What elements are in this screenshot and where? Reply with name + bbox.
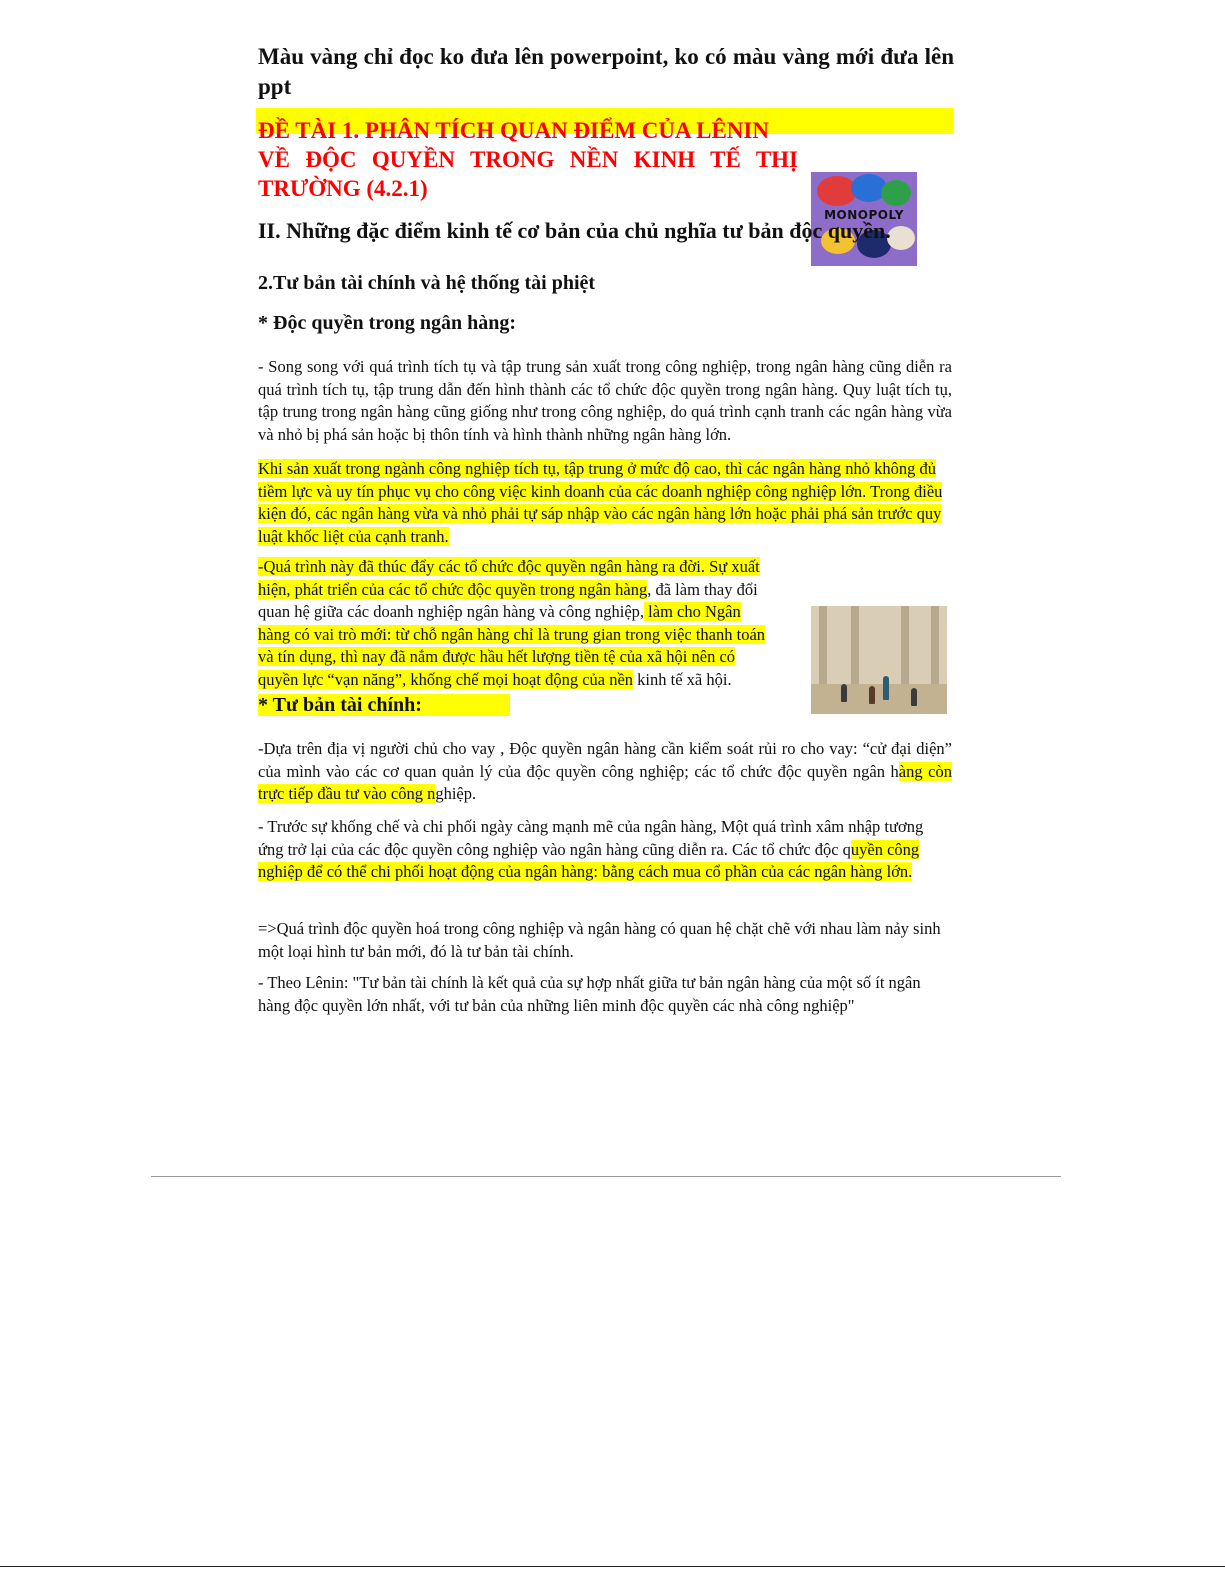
paragraph-4 bbox=[258, 738, 952, 806]
bank-hall-illustration bbox=[811, 606, 947, 714]
bottom-border bbox=[0, 1566, 1225, 1567]
paragraph-2-highlighted bbox=[258, 458, 948, 548]
paragraph-7: - Theo Lênin: "Tư bản tài chính là kết quả của sự hợp nhất giữa tư bản ngân hàng của một số ít ngân hàng độc quyền lớn nhất, với tư bản của những liên minh độc quyền các nhà công nghiệp" bbox=[258, 973, 921, 1015]
monopoly-blob bbox=[887, 226, 915, 250]
p5-highlight-b: uyền công nghiệp để có thể chi phối hoạt động của ngân hàng: bằng cách mua cổ phần của các ngân hàng lớn. bbox=[258, 839, 920, 881]
p3-highlight-c: làm cho Ngân hàng có vai trò mới: từ chỗ ngân hàng chỉ là trung gian trong việc thanh toán và tín dụng, thì nay đã nắm được hầu hết lượng tiền tệ của xã hội nên có quyền lực “vạn năng”, khống chế mọi hoạt động của nền bbox=[258, 602, 766, 689]
page-divider bbox=[151, 1176, 1061, 1177]
p3-plain-b: , đã làm thay đổi quan hệ giữa các doanh nghiệp ngân hàng và công nghiệp, bbox=[258, 579, 758, 621]
subsection-heading: 2.Tư bản tài chính và hệ thống tài phiệt bbox=[258, 272, 596, 294]
p3-plain-d: kinh tế xã hội. bbox=[633, 669, 732, 689]
p4-highlight-b: àng còn trực tiếp đầu tư vào công n bbox=[258, 761, 952, 803]
bank-figure bbox=[911, 688, 917, 706]
p5-plain-a: - Trước sự khống chế và chi phối ngày càng mạnh mẽ của ngân hàng, Một quá trình xâm nhập tương ứng trở lại của các độc quyền công nghiệp vào ngân hàng cũng diễn ra. Các tổ chức độc q bbox=[258, 817, 924, 859]
section-heading: II. Những đặc điểm kinh tế cơ bản của chủ nghĩa tư bản độc quyền. bbox=[258, 218, 891, 243]
bank-monopoly-heading: * Độc quyền trong ngân hàng: bbox=[258, 312, 517, 334]
paragraph-3 bbox=[258, 556, 774, 691]
monopoly-label: MONOPOLY bbox=[824, 208, 904, 222]
instruction-note: Màu vàng chỉ đọc ko đưa lên powerpoint, ko có màu vàng mới đưa lên ppt bbox=[258, 44, 954, 99]
paragraph-5 bbox=[258, 816, 946, 884]
p4-plain-a: -Dựa trên địa vị người chủ cho vay , Độc quyền ngân hàng cần kiểm soát rủi ro cho vay: “cử đại diện” của mình vào các cơ quan quản lý của độc quyền công nghiệp; các tổ chức độc quyền ngân h bbox=[258, 739, 952, 781]
document-title bbox=[258, 116, 798, 203]
monopoly-blob bbox=[881, 180, 911, 206]
title-line-2: VỀ ĐỘC QUYỀN TRONG NỀN KINH TẾ THỊ bbox=[258, 147, 798, 172]
finance-capital-heading: * Tư bản tài chính: bbox=[258, 694, 510, 716]
bank-floor bbox=[811, 684, 947, 714]
bank-figure bbox=[883, 676, 889, 700]
p3-highlight-a: -Quá trình này đã thúc đẩy các tổ chức độc quyền ngân hàng ra đời. Sự xuất hiện, phát triển của các tổ chức độc quyền trong ngân hàng bbox=[258, 557, 760, 599]
paragraph-1: - Song song với quá trình tích tụ và tập trung sản xuất trong công nghiệp, trong ngân hàng cũng diễn ra quá trình tích tụ, tập trung dẫn đến hình thành các tổ chức độc quyền trong ngân hàng. Quy luật tích tụ, tập trung trong ngân hàng cũng giống như trong công nghiệp, do quá trình cạnh tranh các ngân hàng vừa và nhỏ bị phá sản hoặc bị thôn tính và hình thành những ngân hàng lớn. bbox=[258, 357, 952, 444]
paragraph-6: =>Quá trình độc quyền hoá trong công nghiệp và ngân hàng có quan hệ chặt chẽ với nhau làm nảy sinh một loại hình tư bản mới, đó là tư bản tài chính. bbox=[258, 919, 941, 961]
p4-plain-c: ghiệp. bbox=[435, 784, 477, 803]
bank-figure bbox=[869, 686, 875, 704]
bank-figure bbox=[841, 684, 847, 702]
title-line-3: TRƯỜNG (4.2.1) bbox=[258, 176, 428, 201]
paragraph-2-text: Khi sản xuất trong ngành công nghiệp tích tụ, tập trung ở mức độ cao, thì các ngân hàng nhỏ không đủ tiềm lực và uy tín phục vụ cho công việc kinh doanh của các doanh nghiệp công nghiệp lớn. Trong điều kiện đó, các ngân hàng vừa và nhỏ phải tự sáp nhập vào các ngân hàng lớn hoặc phải phá sản trước quy luật khốc liệt của cạnh tranh. bbox=[258, 459, 943, 546]
title-line-1: ĐỀ TÀI 1. PHÂN TÍCH QUAN ĐIỂM CỦA LÊNIN bbox=[258, 118, 769, 143]
